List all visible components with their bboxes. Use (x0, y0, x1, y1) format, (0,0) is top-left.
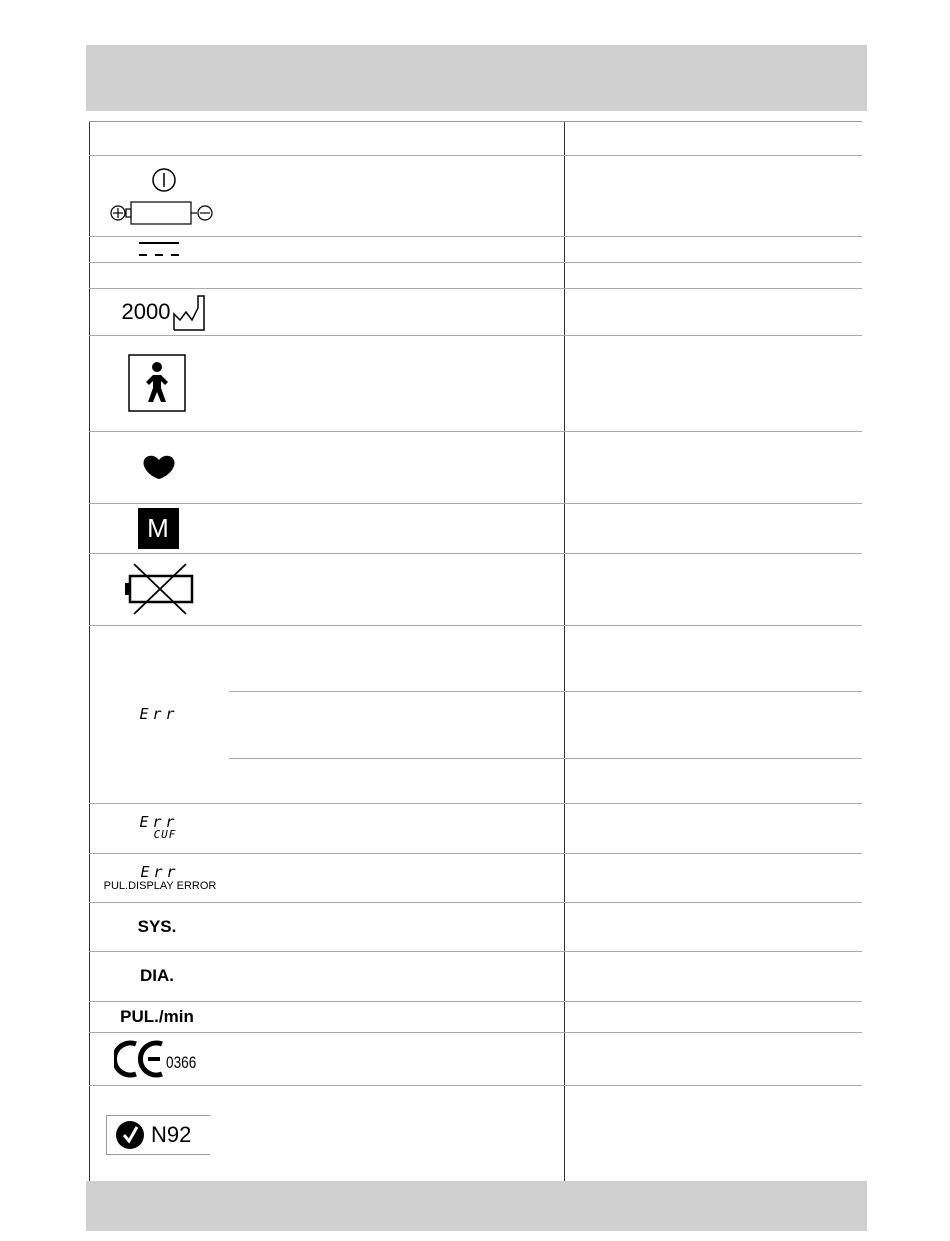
heart-cell (89, 431, 229, 503)
err-cell (89, 625, 229, 803)
ce-mark-icon (114, 1040, 166, 1078)
sub-row-divider (229, 758, 862, 759)
pul-min-label: PUL./min (120, 1006, 194, 1026)
c-tick-icon (115, 1120, 145, 1150)
body-type-bf-icon (128, 354, 186, 412)
dc-current-icon (137, 238, 181, 260)
factory-date-icon (172, 292, 206, 332)
dia-cell (89, 951, 225, 1001)
row-divider (89, 262, 862, 263)
pul-min-cell (89, 1001, 225, 1032)
sub-row-divider (229, 691, 862, 692)
c-tick-code: N92 (151, 1122, 192, 1147)
memory-label: M (147, 512, 169, 543)
low-battery-icon (122, 561, 196, 617)
err-cuf-sub: CUF (153, 828, 177, 841)
column-divider (564, 121, 565, 1181)
ce-number: 0366 (166, 1053, 197, 1072)
dia-label: DIA. (140, 966, 174, 985)
manufacture-year: 2000 (121, 298, 171, 324)
err-pul-cell (89, 853, 231, 902)
dc-cell (89, 236, 229, 262)
ce-cell (89, 1032, 229, 1085)
memory-cell (89, 503, 227, 553)
err-display: Err (139, 705, 179, 723)
err-cuf-cell (89, 803, 229, 853)
header-band (86, 45, 867, 111)
power-icon (150, 166, 178, 194)
power-battery-cell (89, 155, 239, 236)
symbol-table (89, 121, 862, 1181)
memory-icon (138, 508, 179, 549)
err-pul-display: Err (140, 862, 180, 881)
sys-label: SYS. (137, 916, 177, 936)
battery-polarity-icon (109, 200, 219, 226)
c-tick-cell (106, 1115, 210, 1155)
pul-display-error-label: PUL.DISPLAY ERROR (103, 879, 217, 892)
type-bf-cell (89, 335, 225, 431)
footer-band (86, 1181, 867, 1231)
err-cuf-display: Err (139, 813, 179, 831)
row-divider (89, 1085, 862, 1086)
table-top-border (89, 121, 862, 122)
low-battery-cell (89, 553, 229, 625)
manufacture-date-cell (89, 288, 239, 335)
sys-cell (89, 902, 225, 951)
heart-icon (141, 454, 177, 480)
